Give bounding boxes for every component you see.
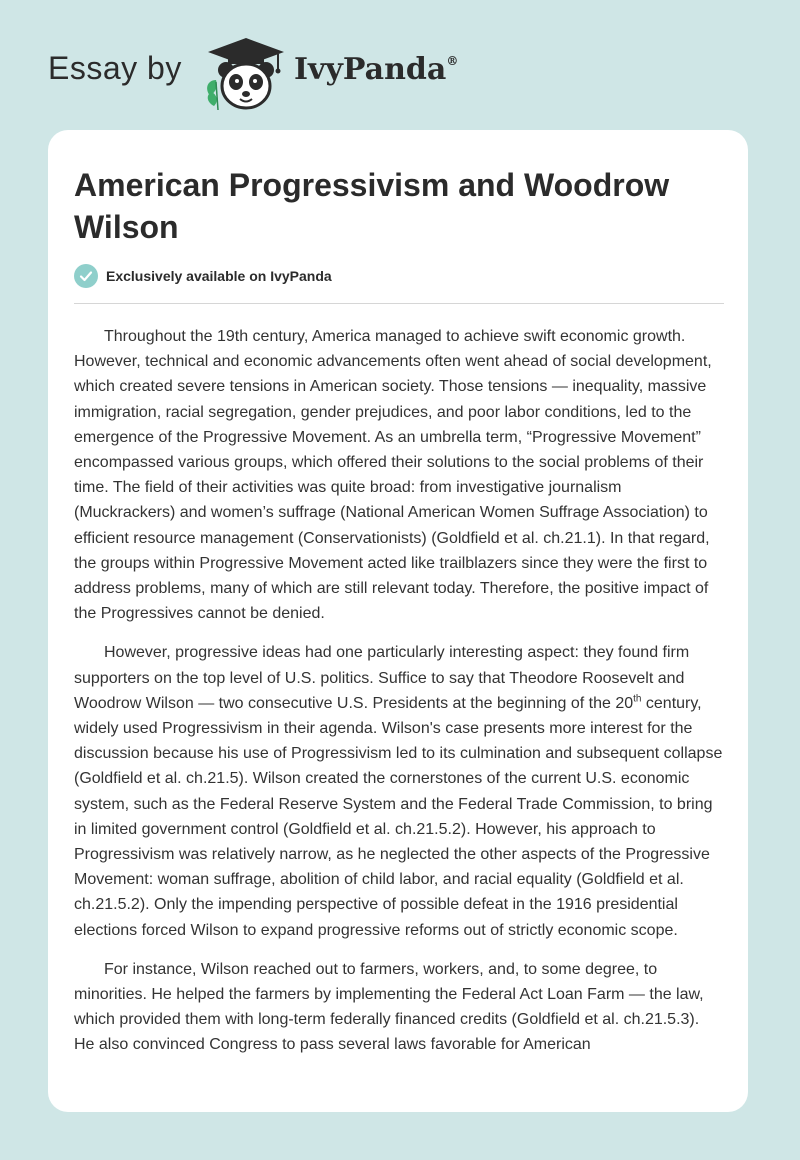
paragraph-1: Throughout the 19th century, America managed to achieve swift economic growth. However, technical and economic advancements often went ahead of social development, which created severe tensions in American society. Those tensions — inequality, massive immigration, racial segregation, gender prejudices, and poor labor conditions, led to the emergence of the Progressive Movement. As an umbrella term, “Progressive Movement” encompassed various groups, which offered their solutions to the social problems of their time. The field of their activities was quite broad: from investigative journalism (Muckrackers) and women’s suffrage (National American Women Suffrage Association) to efficient resource management (Conservationists) (Goldfield et al. ch.21.1). In that regard, the groups within Progressive Movement acted like trailblazers since they were the first to address problems, many of which are still relevant today. Therefore, the positive impact of the Progressives cannot be denied. — [74, 328, 712, 623]
paragraph-2 — [74, 640, 724, 942]
brand-text: IvyPanda — [294, 52, 447, 87]
ordinal-suffix: th — [633, 693, 642, 705]
paragraph-3: For instance, Wilson reached out to farmers, workers, and, to some degree, to minorities. He helped the farmers by implementing the Federal Act Loan Farm — the law, which provided them with long-term federally financed credits (Goldfield et al. ch.21.5.3). He also convinced Congress to pass several laws favorable for American — [74, 960, 704, 1054]
site-header — [0, 0, 800, 120]
badge-label: Exclusively available on IvyPanda — [106, 268, 332, 284]
paragraph-2-part-2: century, widely used Progressivism in their agenda. Wilson's case presents more interest for the discussion because his use of Progressivism led to its culmination and subsequent collapse (Goldfield et al. ch.21.5). Wilson created the cornerstones of the current U.S. economic system, such as the Federal Reserve System and the Federal Trade Commission, to bring in limited government control (Goldfield et al. ch.21.5.2). However, his approach to Progressivism was relatively narrow, as he neglected the other aspects of the Progressive Movement: woman suffrage, abolition of child labor, and racial equality (Goldfield et al. ch.21.5.2). Only the impending perspective of possible defeat in the 1916 presidential elections forced Wilson to expand progressive reforms out of strictly economic scope. — [74, 694, 723, 939]
checkmark-icon — [74, 264, 98, 288]
essay-title: American Progressivism and Woodrow Wilson — [74, 167, 670, 245]
divider — [74, 303, 724, 304]
paragraph-2-part-1: However, progressive ideas had one particularly interesting aspect: they found firm supporters on the top level of U.S. politics. Suffice to say that Theodore Roosevelt and Woodrow Wilson — two consecutive U.S. Presidents at the beginning of the 20 — [74, 644, 690, 712]
brand-name[interactable] — [294, 52, 458, 87]
essay-card — [48, 130, 748, 1112]
ivy-leaf-icon — [207, 80, 218, 110]
essay-by-label: Essay by — [48, 50, 182, 86]
essay-body — [74, 324, 724, 1072]
exclusive-badge — [74, 264, 332, 288]
panda-logo-icon[interactable] — [200, 36, 290, 112]
trademark-mark: ® — [446, 54, 459, 68]
